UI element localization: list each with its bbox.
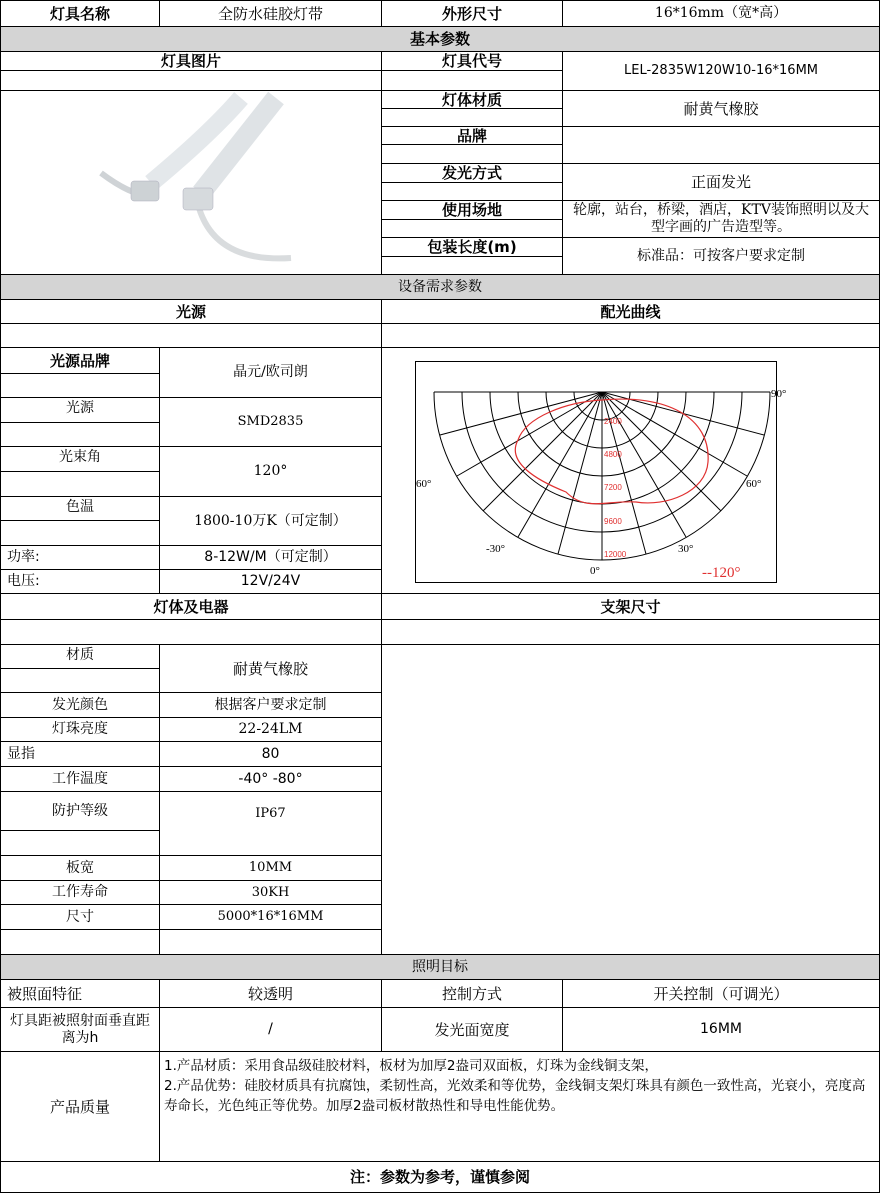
distance-value: / [159,1007,382,1052]
name-label: 灯具名称 [0,0,160,27]
cct-value: 1800-10万K（可定制） [159,496,382,546]
radial-label-7200: 7200 [604,483,622,492]
ip-value: IP67 [159,791,382,856]
beam-value: 120° [159,446,382,497]
angle-label-90-right: 90° [771,388,787,400]
width-label: 板宽 [0,855,160,881]
angle-label-30: 30° [678,543,694,555]
surface-label: 被照面特征 [0,979,160,1008]
power-label: 功率: [0,545,160,570]
power-value: 8-12W/M（可定制） [159,545,382,570]
source-brand-value: 晶元/欧司朗 [159,347,382,398]
cct-label: 色温 [0,496,160,521]
voltage-value: 12V/24V [159,569,382,594]
quality-line-2: 2.产品优势：硅胶材质具有抗腐蚀，柔韧性高，光效柔和等优势，金线铜支架灯珠具有颜色一致性高，光衰小，亮度高寿命长，光色纯正等优势。加厚2盎司板材散热性和导电性能优势。 [164,1078,866,1114]
bracket-drawing-area [381,644,880,955]
size-value: 16*16mm（宽*高） [562,0,880,27]
radial-label-12000: 12000 [604,550,627,559]
source-value: SMD2835 [159,397,382,447]
emit-value: 正面发光 [562,163,880,201]
image-spacer [0,70,382,91]
source-title: 光源 [0,299,382,324]
temp-value: -40° -80° [159,766,382,792]
material-label: 灯体材质 [381,90,563,109]
radial-label-4800: 4800 [604,450,622,459]
code-value: LEL-2835W120W10-16*16MM [562,51,880,91]
surface-value: 较透明 [159,979,382,1008]
name-value: 全防水硅胶灯带 [159,0,382,27]
source-label: 光源 [0,397,160,423]
material-value: 耐黄气橡胶 [562,90,880,127]
brand-value [562,126,880,164]
cri-value: 80 [159,741,382,767]
light-width-value: 16MM [562,1007,880,1052]
brightness-label: 灯珠亮度 [0,717,160,742]
pack-label: 包装长度(m) [381,237,563,257]
cri-label: 显指 [0,741,160,767]
life-value: 30KH [159,880,382,905]
control-value: 开关控制（可调光） [562,979,880,1008]
emit-label: 发光方式 [381,163,563,183]
temp-label: 工作温度 [0,766,160,792]
lighting-section-title: 照明目标 [0,954,880,980]
radial-label-2400: 2400 [604,417,622,426]
polar-chart-cell [381,347,880,594]
ip-label: 防护等级 [0,791,160,831]
pack-value: 标准品：可按客户要求定制 [562,237,880,275]
voltage-label: 电压: [0,569,160,594]
light-width-label: 发光面宽度 [381,1007,563,1052]
body-material-value: 耐黄气橡胶 [159,644,382,693]
quality-text [159,1051,880,1162]
image-label: 灯具图片 [0,51,382,71]
angle-label-60-right: 60° [746,478,762,490]
polar-light-curve [415,361,787,583]
brand-label: 品牌 [381,126,563,145]
size-label-row: 尺寸 [0,904,160,930]
curve-title: 配光曲线 [381,299,880,324]
size-label: 外形尺寸 [381,0,563,27]
use-value: 轮廓，站台，桥梁，酒店，KTV装饰照明以及大型字画的广告造型等。 [562,200,880,238]
color-label: 发光颜色 [0,692,160,718]
source-brand-label: 光源品牌 [0,347,160,374]
quality-label: 产品质量 [0,1051,160,1162]
beam-label: 光束角 [0,446,160,472]
control-label: 控制方式 [381,979,563,1008]
code-label: 灯具代号 [381,51,563,71]
angle-label-neg30: -30° [486,543,506,555]
size-value-row: 5000*16*16MM [159,904,382,930]
bracket-title: 支架尺寸 [381,593,880,620]
product-image-cell [0,90,382,275]
radial-label-9600: 9600 [604,517,622,526]
width-value: 10MM [159,855,382,881]
life-label: 工作寿命 [0,880,160,905]
color-value: 根据客户要求定制 [159,692,382,718]
angle-label-60-left: 60° [416,478,432,490]
distance-label: 灯具距被照射面垂直距离为h [0,1007,160,1052]
body-title: 灯体及电器 [0,593,382,620]
basic-section-title: 基本参数 [0,26,880,52]
body-material-label: 材质 [0,644,160,669]
use-label: 使用场地 [381,200,563,220]
brightness-value: 22-24LM [159,717,382,742]
led-strip-image [91,93,291,273]
quality-line-1: 1.产品材质：采用食品级硅胶材料，板材为加厚2盎司双面板，灯珠为金线铜支架， [164,1058,658,1074]
device-section-title: 设备需求参数 [0,274,880,300]
footer-note: 注：参数为参考，谨慎参阅 [0,1161,880,1193]
angle-label-0: 0° [590,565,600,577]
polar-legend: --120° [702,565,741,581]
